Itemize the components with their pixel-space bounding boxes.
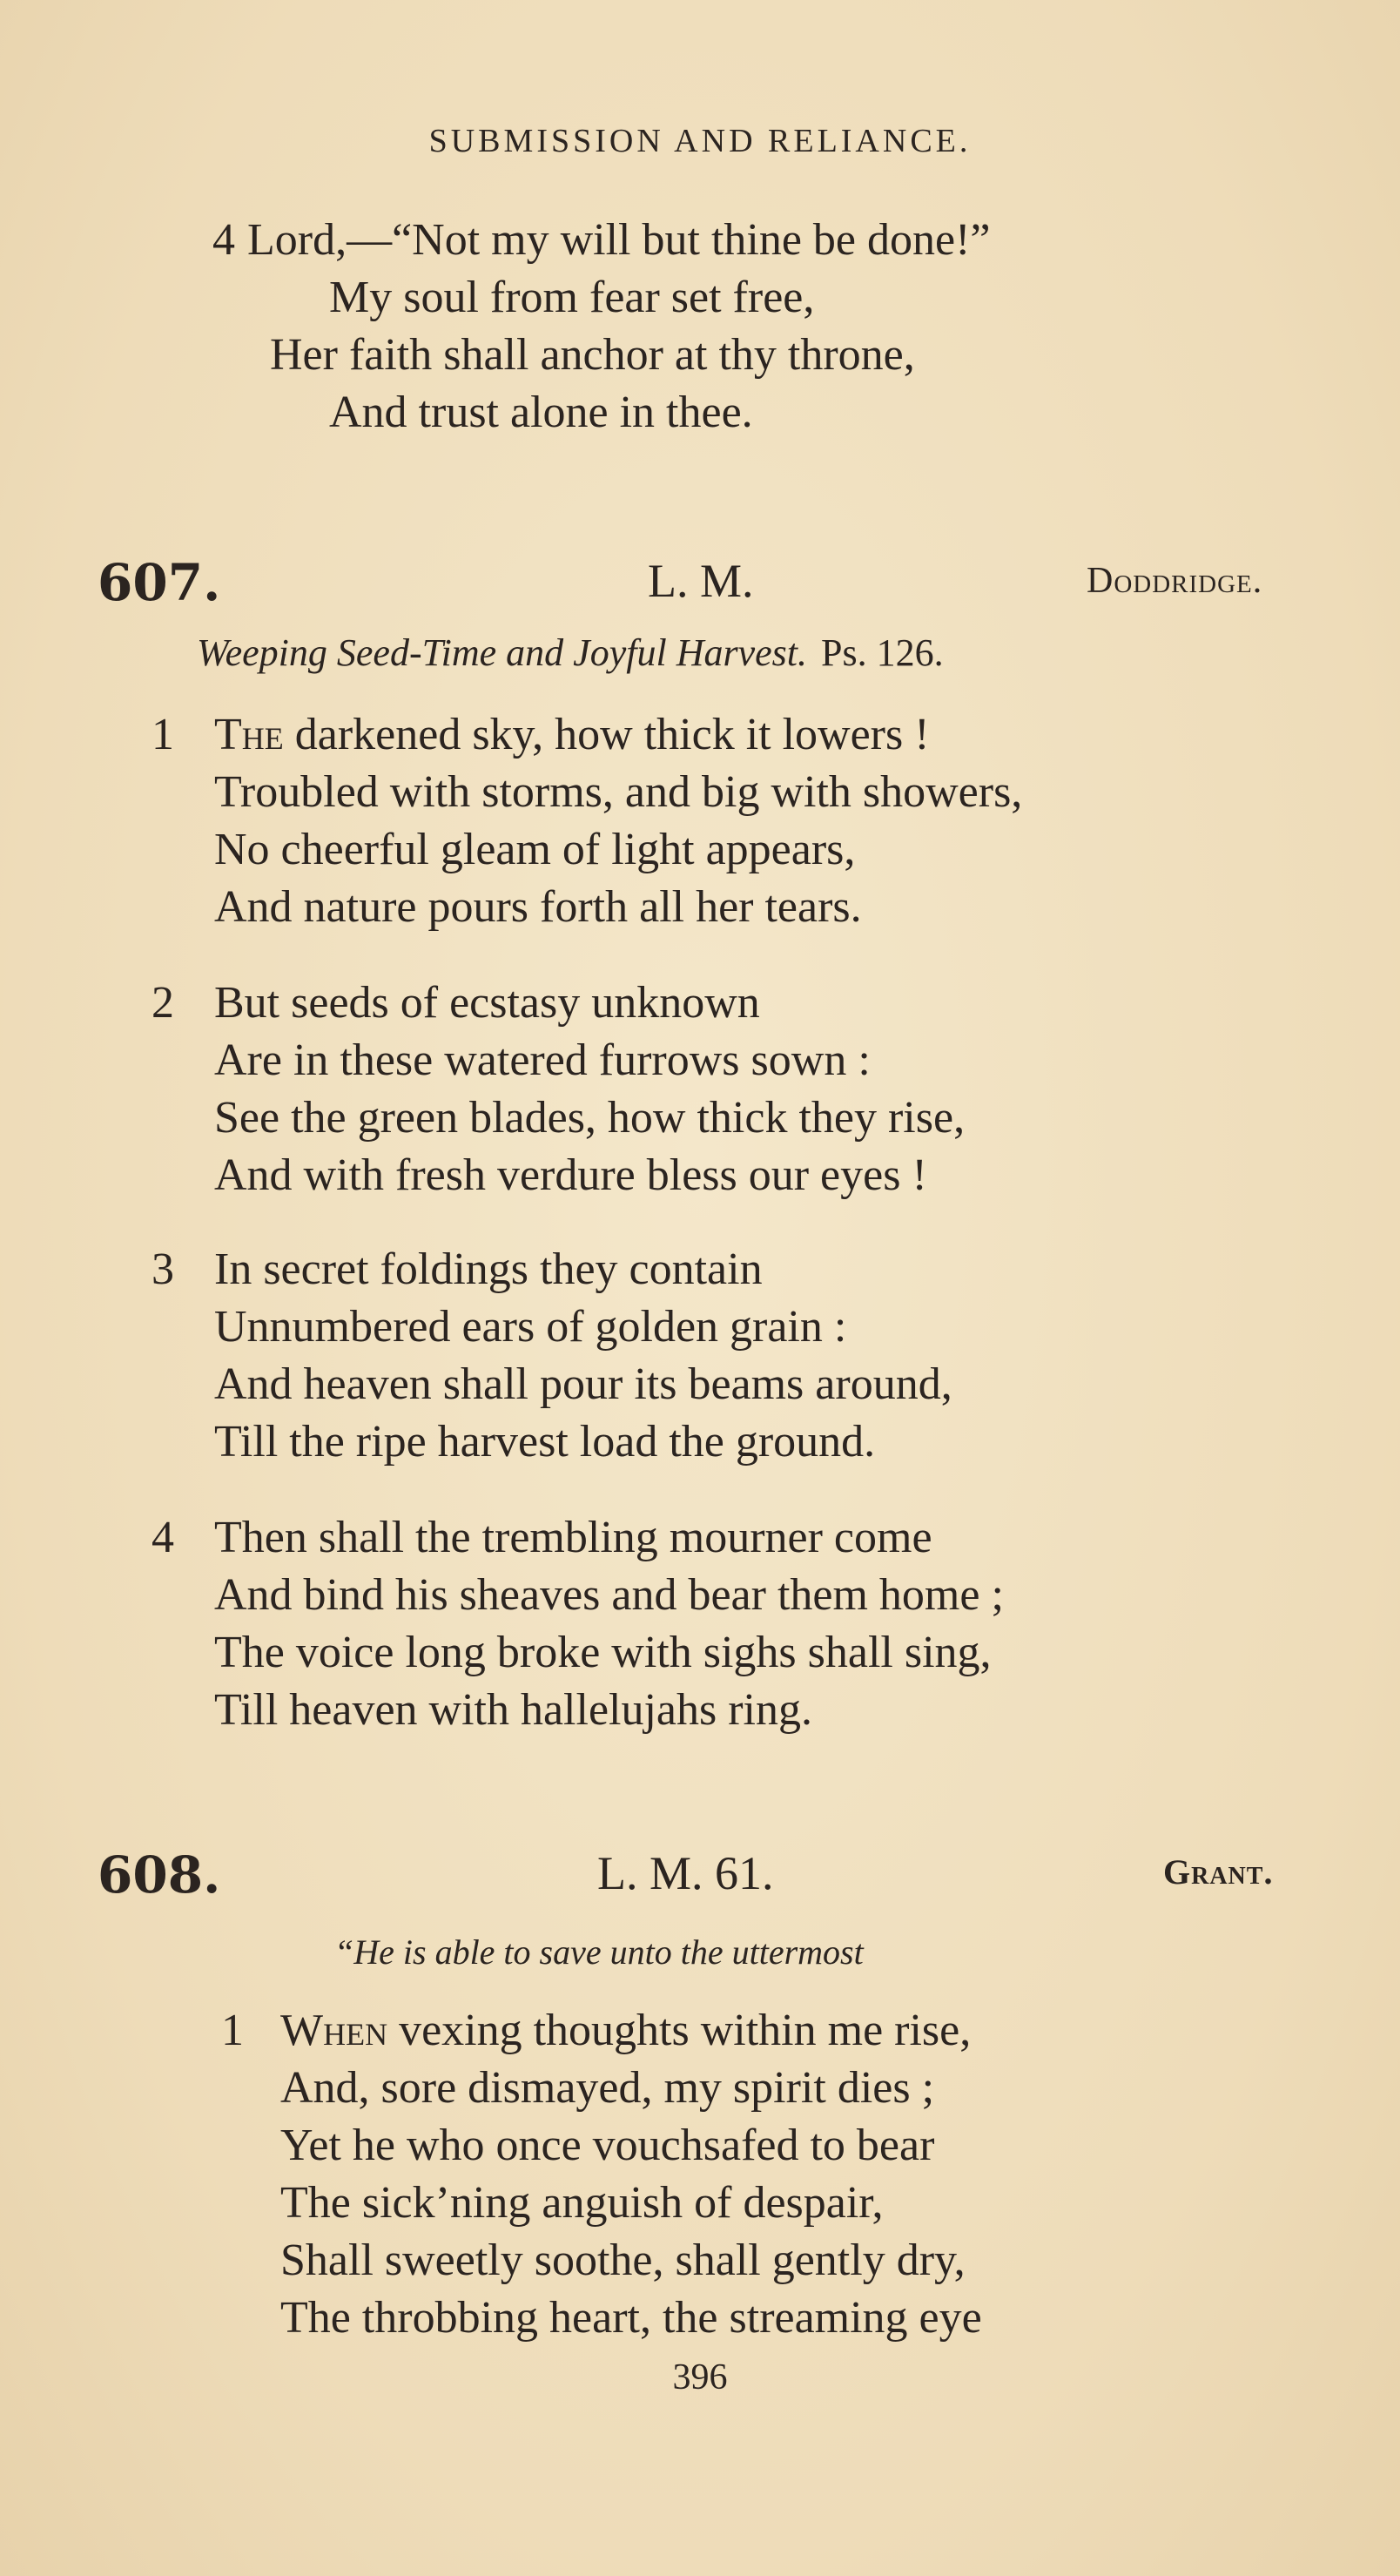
hymn-meter: L. M. 61. — [597, 1847, 774, 1899]
verse-line: Till heaven with hallelujahs ring. — [214, 1685, 812, 1735]
scripture-reference: Ps. 126. — [821, 631, 944, 674]
stanza-number: 1 — [221, 2006, 244, 2055]
hymn-meter: L. M. — [648, 555, 754, 607]
hymn-title: Weeping Seed-Time and Joyful Harvest. — [197, 631, 807, 674]
stanza-first-word: The — [214, 710, 284, 759]
verse-line: Lord,—“Not my will but thine be done!” — [247, 215, 991, 265]
verse-line: Troubled with storms, and big with showers, — [214, 767, 1023, 817]
stanza-number: 2 — [151, 978, 174, 1028]
hymn-subtitle — [334, 1932, 864, 1972]
hymn-author: Doddridge. — [1087, 561, 1263, 601]
verse-line: And trust alone in thee. — [329, 388, 753, 437]
verse-line: Her faith shall anchor at thy throne, — [270, 330, 915, 380]
verse-line: And heaven shall pour its beams around, — [214, 1359, 952, 1409]
verse-line: Till the ripe harvest load the ground. — [214, 1417, 876, 1467]
stanza-number: 4 — [151, 1513, 174, 1562]
hymn-title: “He is able to save unto the uttermost — [334, 1932, 864, 1972]
verse-line: The voice long broke with sighs shall sing, — [214, 1628, 992, 1677]
running-head: SUBMISSION AND RELIANCE. — [428, 123, 972, 159]
verse-line: No cheerful gleam of light appears, — [214, 825, 856, 874]
hymn-subtitle — [197, 631, 944, 674]
verse-line: Are in these watered furrows sown : — [214, 1035, 871, 1085]
verse-line: When vexing thoughts within me rise, — [280, 2006, 972, 2055]
hymn-author: Grant. — [1163, 1852, 1274, 1892]
verse-line: My soul from fear set free, — [329, 273, 815, 322]
verse-line: And bind his sheaves and bear them home ; — [214, 1570, 1004, 1620]
page-number: 396 — [672, 2357, 728, 2397]
verse-line: And with fresh verdure bless our eyes ! — [214, 1150, 927, 1200]
verse-line: The sick’ning anguish of despair, — [280, 2178, 884, 2228]
verse-line: In secret foldings they contain — [214, 1244, 763, 1294]
verse-line: The throbbing heart, the streaming eye — [280, 2293, 982, 2343]
verse-line: Shall sweetly soothe, shall gently dry, — [280, 2235, 966, 2285]
stanza-number: 4 — [212, 215, 235, 265]
verse-line: And nature pours forth all her tears. — [214, 882, 862, 932]
verse-line: Yet he who once vouchsafed to bear — [280, 2121, 935, 2170]
hymn-number: 607. — [98, 553, 221, 612]
stanza-first-word: When — [280, 2006, 388, 2055]
hymn-number: 608. — [98, 1845, 221, 1905]
stanza-number: 3 — [151, 1244, 174, 1294]
verse-line: See the green blades, how thick they rise, — [214, 1093, 966, 1143]
verse-line: Then shall the trembling mourner come — [214, 1513, 932, 1562]
verse-line: But seeds of ecstasy unknown — [214, 978, 760, 1028]
verse-line: The darkened sky, how thick it lowers ! — [214, 710, 930, 759]
verse-line: And, sore dismayed, my spirit dies ; — [280, 2063, 935, 2113]
verse-line: Unnumbered ears of golden grain : — [214, 1302, 847, 1352]
stanza-number: 1 — [151, 710, 174, 759]
